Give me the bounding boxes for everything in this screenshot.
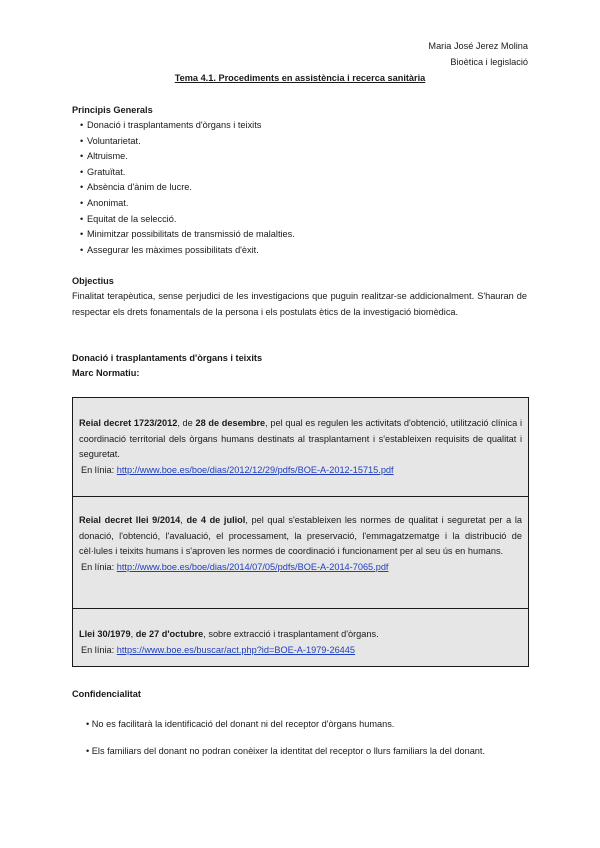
bullet: • — [86, 746, 92, 756]
objectius-section — [72, 274, 527, 320]
table-row — [73, 497, 528, 609]
list-item: • No es facilitarà la identificació del donant ni del receptor d'òrgans humans. — [86, 719, 395, 729]
header-author: Maria José Jerez Molina — [428, 41, 528, 51]
principis-list — [72, 118, 527, 258]
confidencialitat-section — [72, 687, 527, 702]
law-description: , pel qual es regulen les activitats d'obtenció, utilització clínica i coordinació territorial dels òrgans humans destinats al trasplantament i s'estableixen requisits de qualitat i seguretat. — [79, 418, 522, 459]
list-item: • Equitat de la selecció. — [80, 212, 527, 228]
list-item: • Absència d'ànim de lucre. — [80, 180, 527, 196]
online-label: En línia: — [81, 464, 115, 475]
list-item: • Anonimat. — [80, 196, 527, 212]
table-row — [73, 609, 528, 666]
principis-section — [72, 103, 527, 258]
boe-link[interactable]: https://www.boe.es/buscar/act.php?id=BOE-A-1979-26445 — [116, 644, 356, 655]
law-title: Llei 30/1979, de 27 d'octubre — [79, 629, 204, 639]
donacio-heading: Donació i trasplantaments d'òrgans i teixits — [72, 353, 263, 363]
list-item: • Minimitzar possibilitats de transmissió de malalties. — [80, 227, 527, 243]
table-row — [73, 398, 528, 497]
list-item: • Altruisme. — [80, 149, 527, 165]
online-line — [79, 643, 522, 659]
donacio-section — [72, 351, 527, 381]
list-item: • Els familiars del donant no podran conèixer la identitat del receptor o llurs familiars la del donant. — [86, 746, 486, 756]
list-item: • Gratuïtat. — [80, 165, 527, 181]
boe-link[interactable]: http://www.boe.es/boe/dias/2012/12/29/pdfs/BOE-A-2012-15715.pdf — [116, 464, 394, 475]
online-line — [79, 463, 522, 479]
objectius-text: Finalitat terapèutica, sense perjudici de les investigacions que puguin realitzar-se addicionalment. S'hauran de respectar els drets fonamentals de la persona i els postulats ètics de la investigació biomèdica. — [72, 291, 527, 317]
normativa-table — [72, 397, 529, 667]
online-label: En línia: — [81, 561, 115, 572]
page-header — [428, 38, 528, 70]
law-description: , pel qual s'estableixen les normes de qualitat i seguretat per a la donació, l'obtenció, l'avaluació, el processament, la preservació, l'emmagatzematge i la distribució de cèl·lules i teixits humans i s'aproven les normes de coordinació i funcionament per al seu ús en humans. — [79, 515, 523, 556]
page-title: Tema 4.1. Procediments en assistència i recerca sanitària — [174, 73, 426, 83]
confidencialitat-heading: Confidencialitat — [72, 689, 141, 699]
boe-link[interactable]: http://www.boe.es/boe/dias/2014/07/05/pdfs/BOE-A-2014-7065.pdf — [116, 561, 389, 572]
law-description: , sobre extracció i trasplantament d'òrgans. — [203, 629, 379, 639]
list-item: • Donació i trasplantaments d'òrgans i teixits — [80, 118, 527, 134]
header-subject: Bioètica i legislació — [450, 57, 528, 67]
list-item: • Voluntarietat. — [80, 134, 527, 150]
online-label: En línia: — [81, 644, 115, 655]
objectius-heading: Objectius — [72, 276, 114, 286]
bullet: • — [86, 719, 92, 729]
principis-heading: Principis Generals — [72, 105, 153, 115]
marc-normatiu-heading: Marc Normatiu: — [72, 368, 140, 378]
list-item: • Assegurar les màximes possibilitats d'èxit. — [80, 243, 527, 259]
online-line — [79, 560, 522, 576]
law-title: Reial decret llei 9/2014, de 4 de juliol — [79, 515, 246, 525]
law-title: Reial decret 1723/2012, de 28 de desembre — [79, 418, 266, 428]
